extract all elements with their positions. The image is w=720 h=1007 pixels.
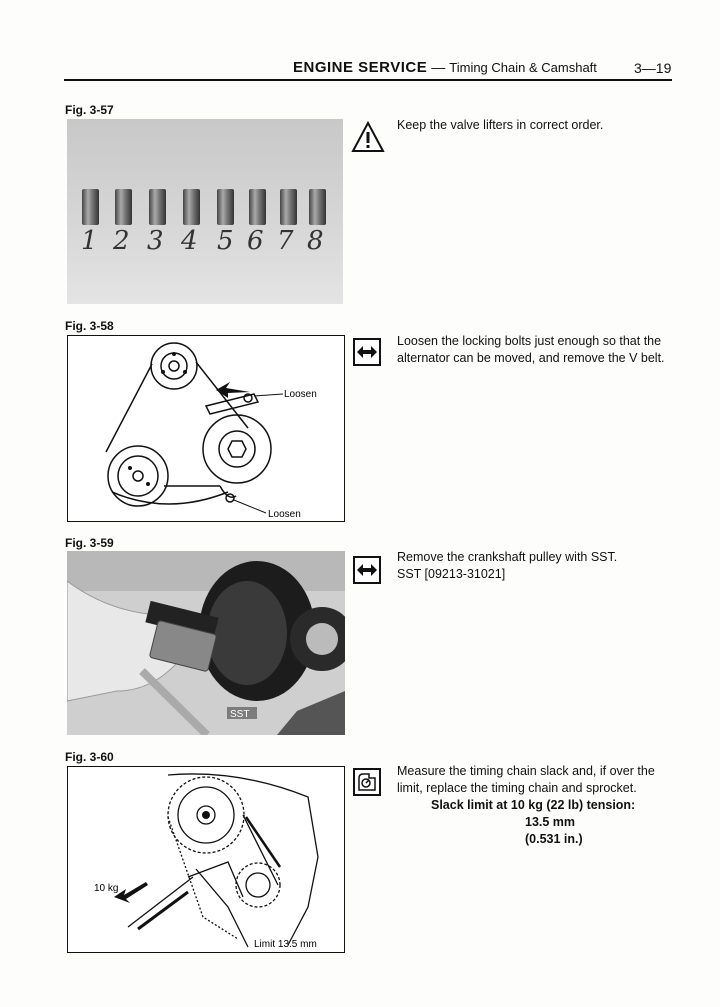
page-title: ENGINE SERVICE — Timing Chain & Camshaft bbox=[293, 59, 597, 76]
lifter-number: 4 bbox=[181, 226, 198, 256]
figure-label: Fig. 3-60 bbox=[65, 750, 114, 764]
crankshaft-pulley-photo bbox=[67, 551, 345, 735]
page-number: 3—19 bbox=[634, 60, 672, 76]
loosen-callout: Loosen bbox=[284, 389, 317, 400]
lifter-number: 1 bbox=[81, 226, 98, 256]
lifter-number: 8 bbox=[307, 226, 324, 256]
sst-callout: SST bbox=[230, 709, 250, 720]
instruction-block bbox=[397, 763, 677, 848]
lifter-number: 6 bbox=[247, 226, 264, 256]
force-callout: 10 kg bbox=[94, 883, 119, 894]
instruction-text: Keep the valve lifters in correct order. bbox=[397, 118, 604, 132]
measure-gauge-icon bbox=[353, 768, 381, 796]
spec-value-imperial: (0.531 in.) bbox=[525, 832, 583, 846]
sst-part-number: SST [09213-31021] bbox=[397, 567, 506, 581]
remove-arrows-icon bbox=[353, 556, 381, 584]
instruction-text: Loosen the locking bolts just enough so that the alternator can be moved, and remove the V belt. bbox=[397, 334, 665, 365]
loosen-callout: Loosen bbox=[268, 509, 301, 520]
spec-title: Slack limit at 10 kg (22 lb) tension: bbox=[431, 798, 636, 812]
lifter-number: 2 bbox=[113, 226, 130, 256]
warning-triangle-icon bbox=[351, 121, 385, 158]
limit-callout: Limit 13.5 mm bbox=[254, 939, 317, 950]
figure-label: Fig. 3-59 bbox=[65, 536, 114, 550]
instruction-text: Remove the crankshaft pulley with SST. bbox=[397, 550, 618, 564]
remove-arrows-icon bbox=[353, 338, 381, 366]
timing-chain-diagram bbox=[67, 766, 345, 953]
lifter-number: 7 bbox=[277, 226, 294, 256]
figure-label: Fig. 3-57 bbox=[65, 103, 114, 117]
spec-value-metric: 13.5 mm bbox=[525, 815, 576, 829]
instruction-block bbox=[397, 549, 677, 583]
section-subtitle: Timing Chain & Camshaft bbox=[449, 60, 597, 75]
valve-lifters-photo bbox=[67, 119, 343, 304]
header-rule bbox=[64, 79, 672, 81]
lifter-number: 3 bbox=[147, 226, 164, 256]
section-title: ENGINE SERVICE bbox=[293, 59, 428, 76]
lifter-number: 5 bbox=[217, 226, 234, 256]
belt-diagram bbox=[67, 335, 345, 522]
page-header bbox=[0, 0, 720, 80]
instruction-text: Measure the timing chain slack and, if over the limit, replace the timing chain and sprocket. bbox=[397, 764, 655, 795]
figure-label: Fig. 3-58 bbox=[65, 319, 114, 333]
